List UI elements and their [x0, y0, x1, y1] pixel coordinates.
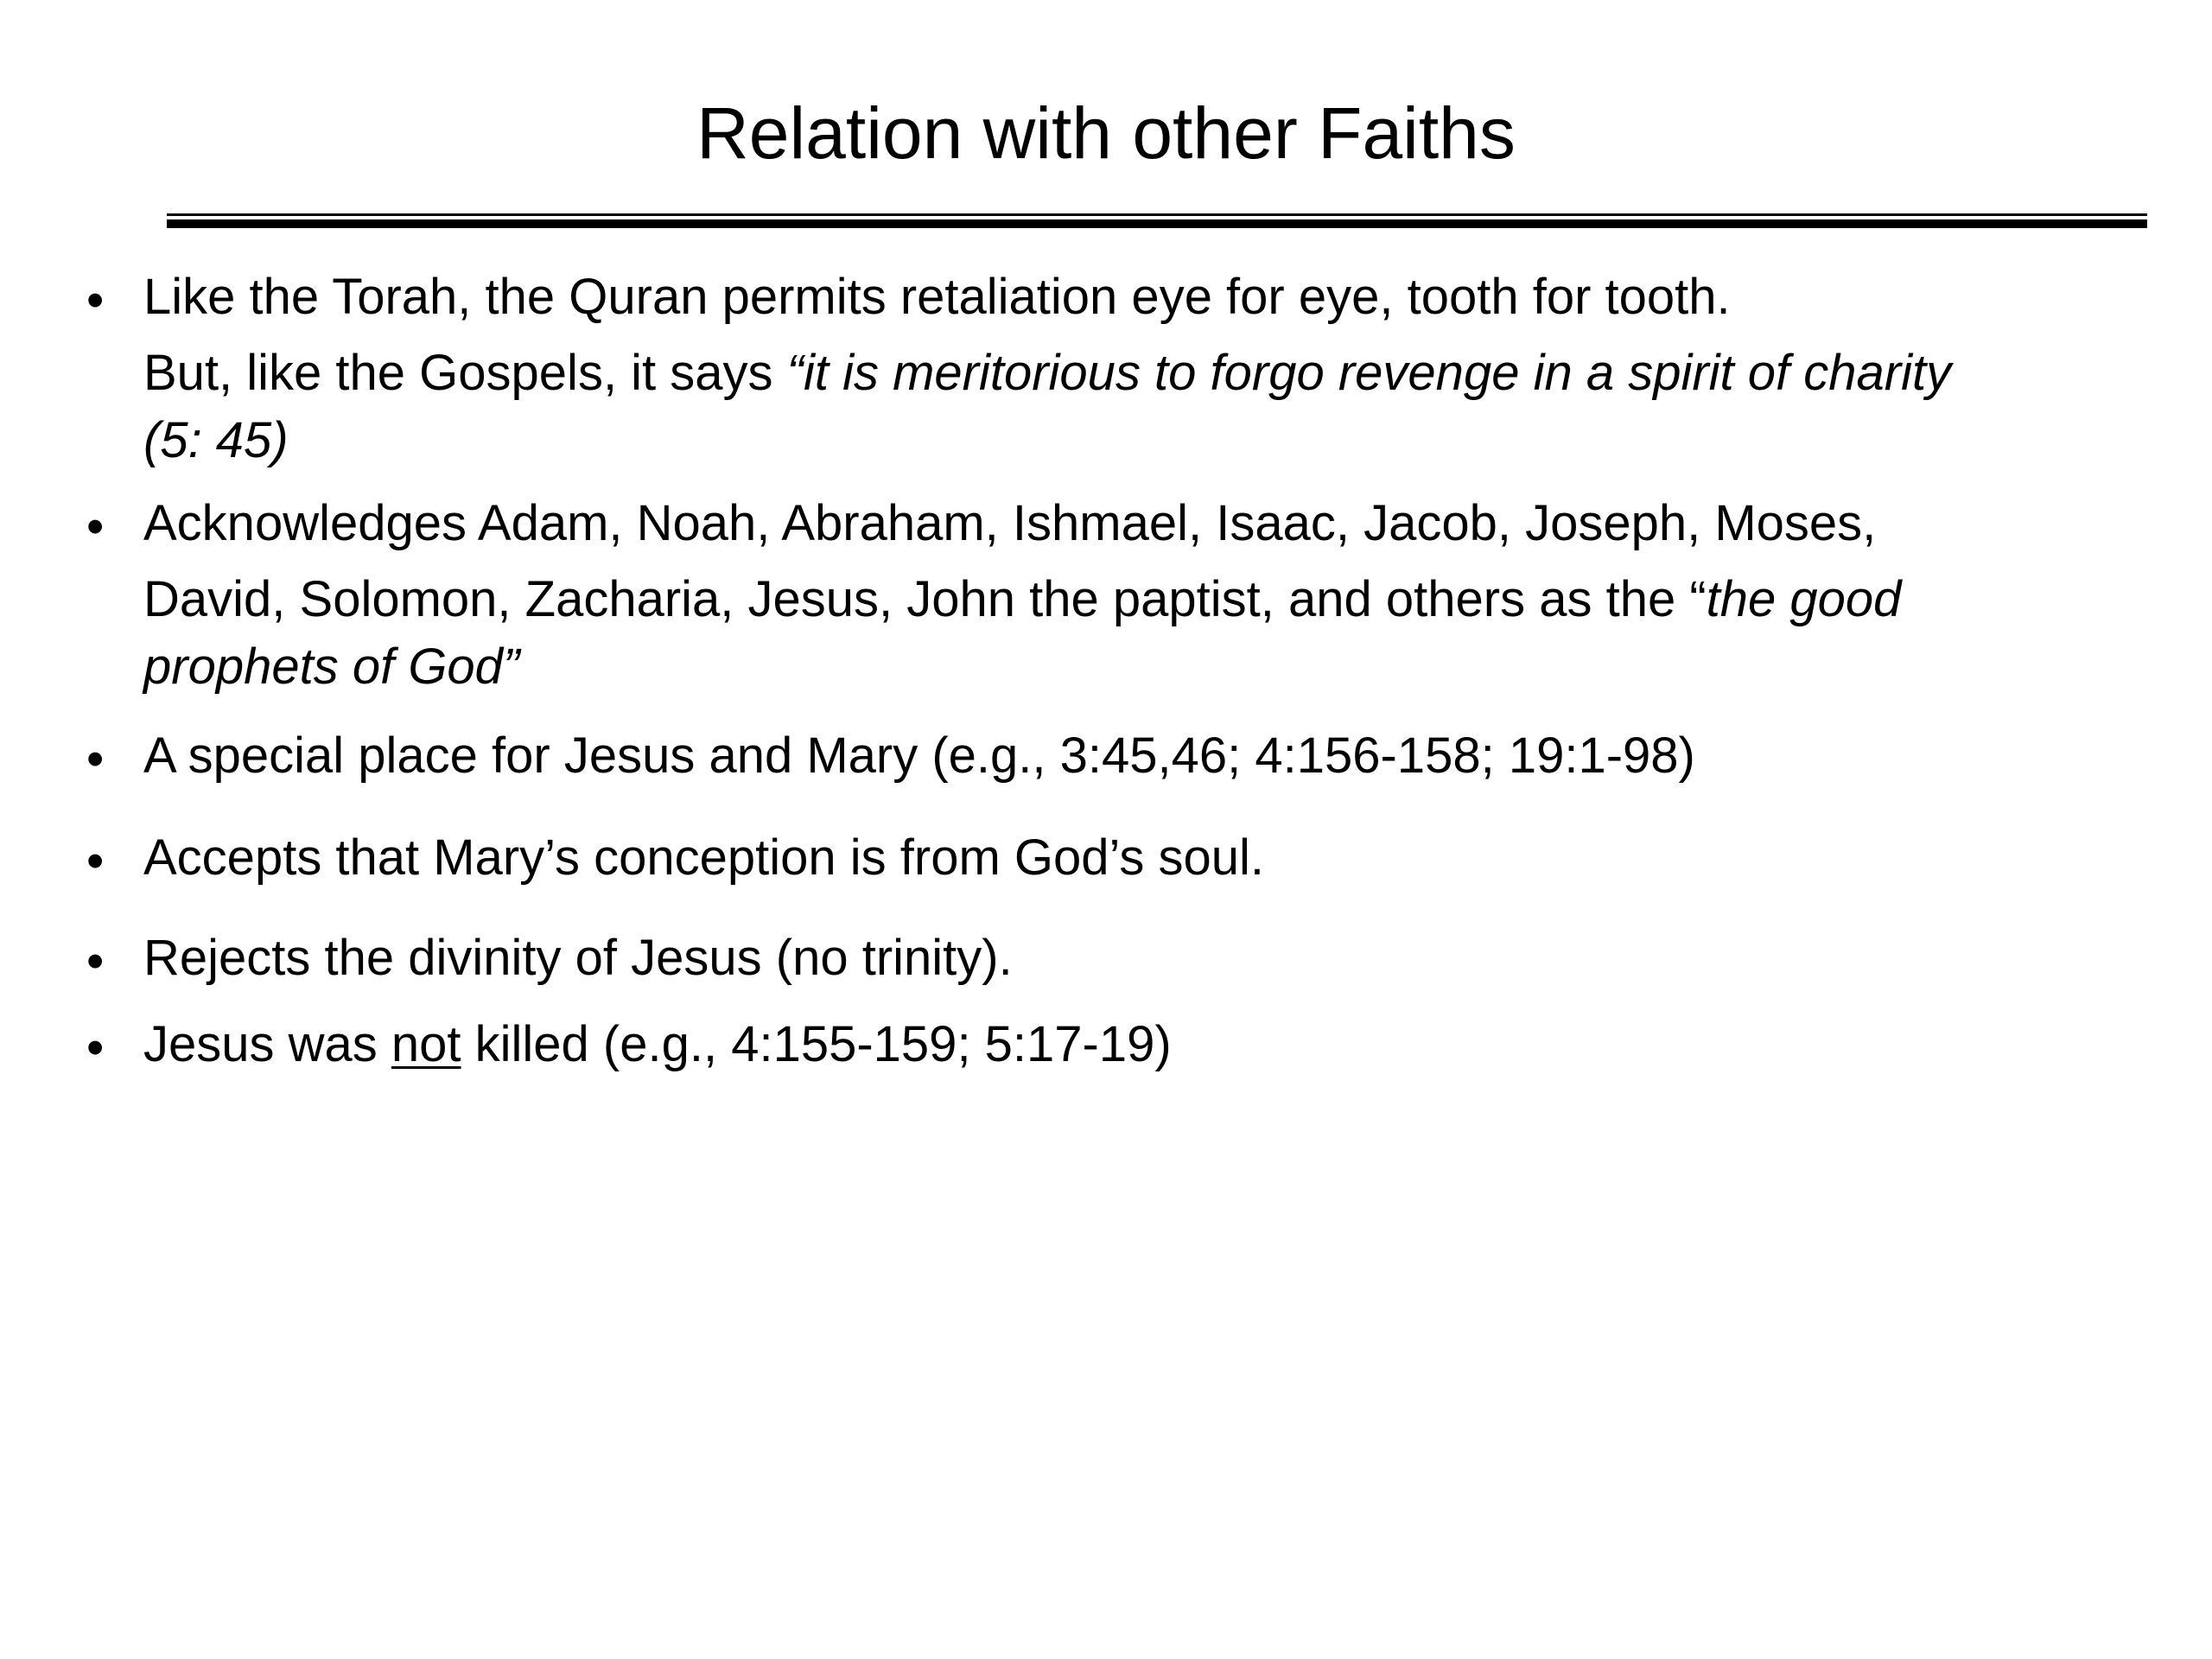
bullet-line — [143, 566, 2157, 633]
bullet-marker: • — [86, 731, 105, 787]
title-divider — [167, 213, 2147, 229]
bullet-text — [143, 490, 2157, 701]
bullet-text — [143, 925, 2157, 992]
bullet-line-plain: David, Solomon, Zacharia, Jesus, John the paptist, and others as the “ — [143, 571, 1707, 627]
bullet-line-plain: killed (e.g., 4:155-159; 5:17-19) — [461, 1016, 1172, 1072]
bullet-text — [143, 264, 2157, 474]
bullet-line: Acknowledges Adam, Noah, Abraham, Ishmael, Isaac, Jacob, Joseph, Moses, — [143, 495, 1877, 551]
bullet-line-quote: prophets of God” — [143, 639, 520, 695]
bullet-line-plain: Jesus was — [143, 1016, 391, 1072]
bullet-line — [143, 1011, 2157, 1078]
bullet-text — [143, 722, 2157, 790]
bullet-text — [143, 1011, 2157, 1078]
divider-thick-line — [167, 219, 2147, 228]
bullet-marker: • — [86, 1020, 105, 1076]
bullet-line: Accepts that Mary’s conception is from God’s soul. — [143, 830, 1264, 886]
bullet-line: A special place for Jesus and Mary (e.g., 3:45,46; 4:156-158; 19:1-98) — [143, 728, 1695, 784]
bullet-line-reference: (5: 45) — [143, 412, 289, 468]
bullet-marker: • — [86, 933, 105, 989]
bullet-marker: • — [86, 272, 105, 328]
bullet-text — [143, 824, 2157, 892]
bullet-line: Like the Torah, the Quran permits retaliation eye for eye, tooth for tooth. — [143, 269, 1731, 325]
quote-italic: “it is meritorious to forgo revenge in a spirit of charity — [786, 345, 1952, 401]
bullet-marker: • — [86, 833, 105, 889]
underlined-word: not — [391, 1016, 461, 1072]
quote-italic: the good — [1706, 571, 1902, 627]
divider-thin-line — [167, 213, 2147, 216]
slide-title: Relation with other Faiths — [696, 92, 1516, 174]
bullet-line-plain: But, like the Gospels, it says — [143, 345, 787, 401]
bullet-line — [143, 340, 2157, 407]
bullet-line: Rejects the divinity of Jesus (no trinity). — [143, 930, 1013, 986]
bullet-marker: • — [86, 499, 105, 555]
